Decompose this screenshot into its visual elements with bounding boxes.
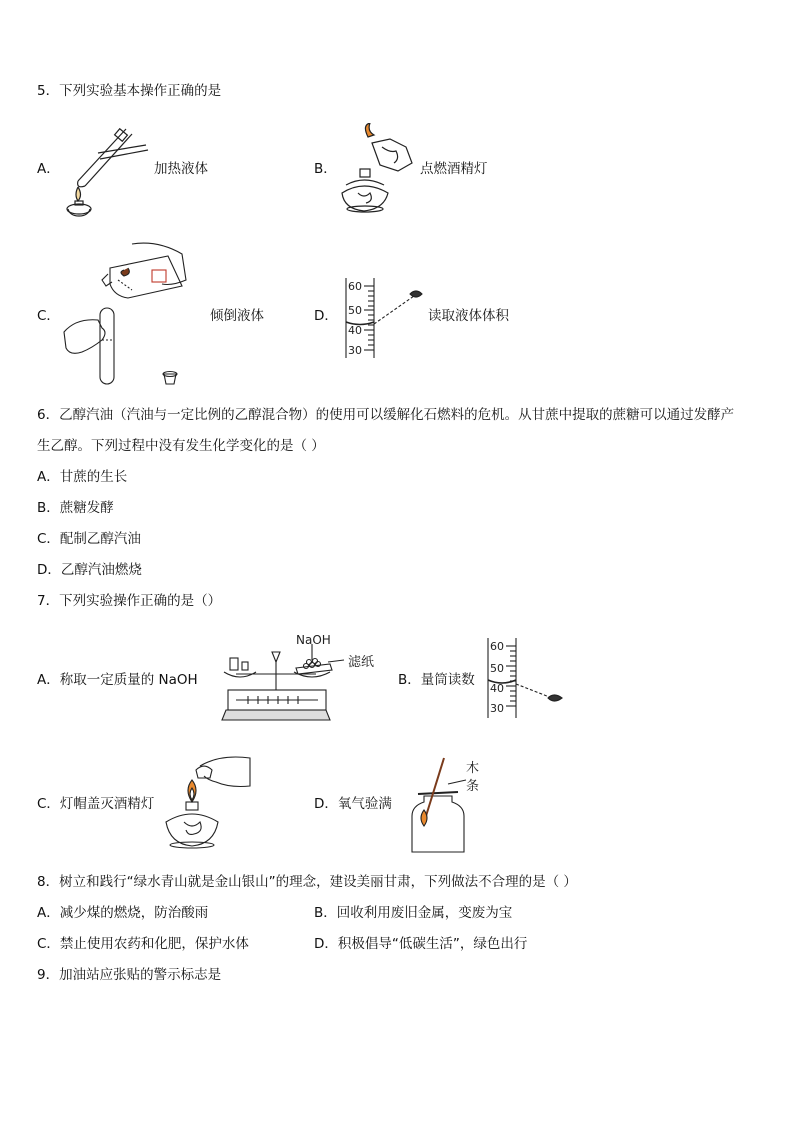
q5-d-tick-40: 40 <box>348 324 362 337</box>
q8-option-a: A．减少煤的燃烧，防治酸雨 <box>37 905 209 921</box>
q7-b-cylinder-figure <box>484 634 576 722</box>
q5-b-lighting-lamp-figure <box>334 123 418 215</box>
q6-stem-line2: 生乙醇。下列过程中没有发生化学变化的是（ ） <box>37 438 325 454</box>
q5-d-cylinder-reading-figure <box>338 274 430 362</box>
q7-d-oxygen-test-figure <box>404 756 494 854</box>
q5-stem: 5．下列实验基本操作正确的是 <box>37 83 222 99</box>
q7-d-stick-label-2: 条 <box>466 779 480 794</box>
q7-b-tick-60: 60 <box>490 640 504 653</box>
q5-c-pouring-liquid-figure <box>62 240 192 390</box>
q5-d-tick-30: 30 <box>348 344 362 357</box>
q5-b-letter: B． <box>314 161 337 177</box>
q9-stem: 9．加油站应张贴的警示标志是 <box>37 967 222 983</box>
q7-b-tick-30: 30 <box>490 702 504 715</box>
q5-a-label: 加热液体 <box>154 161 208 177</box>
q6-option-a: A．甘蔗的生长 <box>37 469 128 485</box>
q5-d-label: 读取液体体积 <box>428 308 509 324</box>
q6-option-c: C．配制乙醇汽油 <box>37 531 141 547</box>
q8-option-c: C．禁止使用农药和化肥，保护水体 <box>37 936 249 952</box>
q8-option-d: D．积极倡导“低碳生活”，绿色出行 <box>314 936 528 952</box>
q7-a-filter-paper-label: 滤纸 <box>348 655 375 670</box>
q5-b-label: 点燃酒精灯 <box>420 161 488 177</box>
q5-d-letter: D． <box>314 308 338 324</box>
q7-c-cap-lamp-figure <box>160 752 252 852</box>
q8-stem: 8．树立和践行“绿水青山就是金山银山”的理念，建设美丽甘肃，下列做法不合理的是（ ） <box>37 874 577 890</box>
q6-option-b: B．蔗糖发酵 <box>37 500 114 516</box>
q7-b-text: B．量筒读数 <box>398 672 475 688</box>
q7-a-balance-figure <box>218 630 390 726</box>
q6-stem-line1: 6．乙醇汽油（汽油与一定比例的乙醇混合物）的使用可以缓解化石燃料的危机。从甘蔗中提取的蔗糖可以通过发酵产 <box>37 407 735 423</box>
q8-option-b: B．回收利用废旧金属，变废为宝 <box>314 905 513 921</box>
q7-d-stick-label-1: 木 <box>466 761 480 776</box>
q7-a-naoh-label: NaOH <box>296 633 331 647</box>
q5-c-letter: C． <box>37 308 60 324</box>
q7-c-text: C．灯帽盖灭酒精灯 <box>37 796 155 812</box>
q5-d-tick-60: 60 <box>348 280 362 293</box>
q7-b-tick-40: 40 <box>490 682 504 695</box>
q7-d-text: D．氧气验满 <box>314 796 392 812</box>
q7-a-text: A．称取一定质量的 NaOH <box>37 672 198 688</box>
q5-a-letter: A． <box>37 161 60 177</box>
q5-d-tick-50: 50 <box>348 304 362 317</box>
q5-a-heating-liquid-figure <box>58 123 153 218</box>
q7-b-tick-50: 50 <box>490 662 504 675</box>
q6-option-d: D．乙醇汽油燃烧 <box>37 562 142 578</box>
q7-stem: 7．下列实验操作正确的是（） <box>37 593 222 609</box>
q5-c-label: 倾倒液体 <box>210 308 264 324</box>
